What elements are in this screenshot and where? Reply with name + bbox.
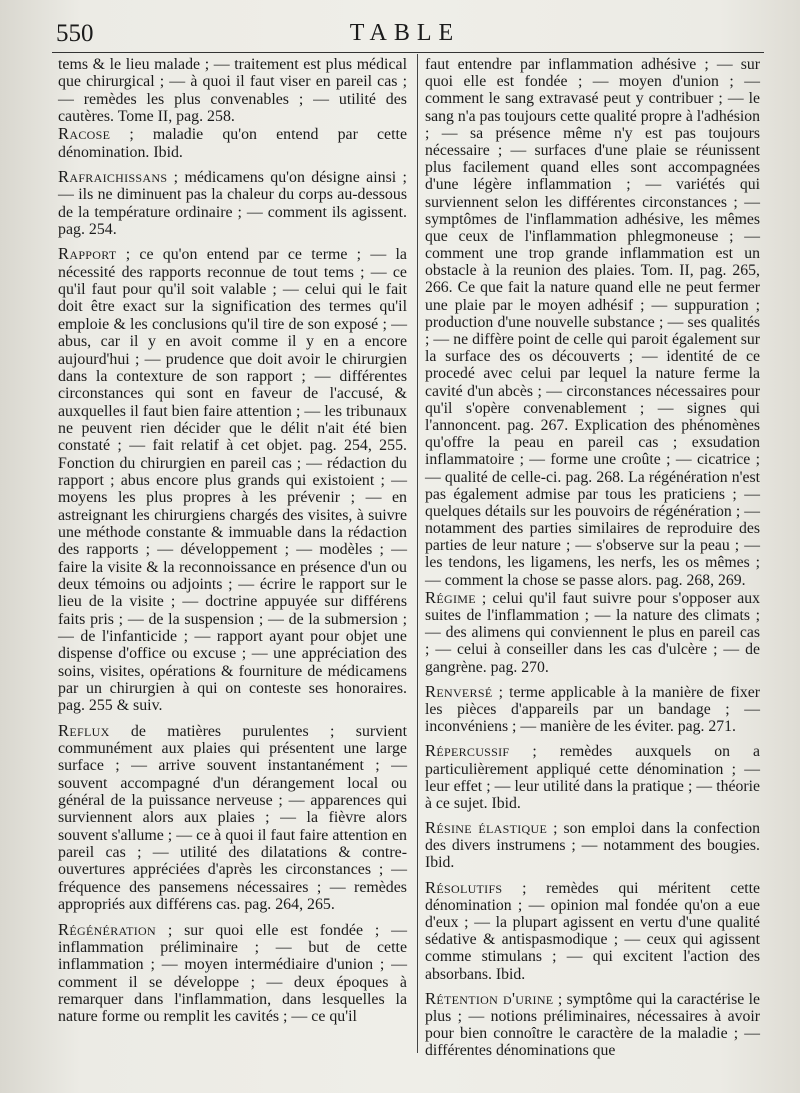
entry-text: ; sur quoi elle est fondée ; — inflammation préliminaire ; — but de cette inflammation ; — moyen intermédiaire d'union ; — comment il se développe ; — deux époques à remarquer dans l'inflammation, dans lesquelles la nature forme ou remplit les cavités ; — ce qu'il	[58, 921, 407, 1026]
right-column	[425, 56, 760, 1060]
index-entry	[58, 125, 407, 161]
entry-headword: Répercussif	[425, 741, 510, 761]
entry-headword: Rétention d'urine	[425, 988, 554, 1008]
index-entry	[425, 589, 760, 676]
entry-text: ; ce qu'on entend par ce terme ; — la nécessité des rapports reconnue de tout tems ; — ce qu'il faut pour qu'il soit valable ; — celui qui le fait doit être exact sur la signification des termes qu'il emploie & les conclusions qu'il tire de son exposé ; — abus, car il y en avoit comme il y en a encore aujourd'hui ; — prudence que doit avoir le chirurgien dans la contexture de son rapport ; — différentes circonstances qui sont en faveur de l'accusé, & auxquelles il faut bien faire attention ; — les tribunaux ne peuvent rien décider que le délit n'ait été bien constaté ; — fait relatif à cet objet. pag. 254, 255. Fonction du chirurgien en pareil cas ; — rédaction du rapport ; abus encore plus grands qui existoient ; — moyens les plus propres à les prévenir ; — en astreignant les chirurgiens chargés des visites, à suivre une méthode constante & immuable dans la rédaction des rapports ; — développement ; — modèles ; — faire la visite & la reconnoissance en présence d'un ou deux témoins ou adjoints ; — écrire le rapport sur le lieu de la visite ; — doctrine appuyée sur différens faits pris ; — de la suspension ; — de la submersion ; — de l'infanticide ; — rapport ayant pour objet une dispense d'office ou excuse ; — une appréciation des soins, visites, opérations & fourniture de médicamens par un chirurgien à qui on conteste ses honoraires. pag. 255 & suiv.	[58, 246, 407, 715]
page-header	[50, 18, 760, 54]
column-divider	[417, 54, 418, 1053]
page-number: 550	[56, 20, 94, 47]
entry-headword: Renversé	[425, 681, 493, 701]
continued-entry-text: faut entendre par inflammation adhésive ; — sur quoi elle est fondée ; — moyen d'union ; — comment le sang extravasé peut y contribuer ; — le sang n'a pas toujours cette qualité propre à l'adhésion ; — sa présence même n'y est pas toujours nécessaire ; — surfaces d'une plaie se réunissent plus facilement quand elles sont accompagnées d'une légère inflammation ; — variétés qui surviennent selon les différentes circonstances ; — symptômes de l'inflammation adhésive, les mêmes que ceux de l'inflammation phlegmoneuse ; — comment une trop grande inflammation est un obstacle à la reunion des plaies. Tom. II, pag. 265, 266. Ce que fait la nature quand elle ne peut fermer une plaie par le moyen adhésif ; — suppuration ; production d'une nouvelle substance ; — ses qualités ; — ne diffère point de celle qui paroit également sur la surface des os découverts ; — identité de ce procedé avec celui par lequel la nature ferme la cavité d'un abcès ; — circonstances nécessaires pour qu'il s'opère convenablement ; — signes qui l'annoncent. pag. 267. Explication des phénomènes qu'offre la peau en pareil cas ; exsudation inflammatoire ; — forme une croûte ; — cicatrice ; — qualité de celle-ci. pag. 268. La régénération n'est pas également admise par tous les praticiens ; — quelques détails sur les pouvoirs de régénération ; — notamment des parties similaires de reproduire des parties de leur nature ; — s'observe sur la peau ; — les tendons, les ligamens, les nerfs, les os mêmes ; — comment la chose se passe alors. pag. 268, 269.	[425, 56, 760, 589]
index-entry	[58, 245, 407, 714]
index-entry	[425, 683, 760, 736]
entry-headword: Régime	[425, 587, 476, 607]
entry-text: ; remèdes qui méritent cette dénomination ; — opinion mal fondée qu'on a eue d'eux ; — la plupart agissent en vertu d'une qualité sédative & antispasmodique ; — ceux qui agissent comme stimulans ; — qui excitent l'action des absorbans. Ibid.	[425, 879, 760, 983]
entry-text: ; terme applicable à la manière de fixer les pièces d'appareils par un bandage ; — inconvéniens ; — manière de les éviter. pag. 271.	[425, 683, 761, 736]
entry-text: ; symptôme qui la caractérise le plus ; — notions préliminaires, nécessaires à avoir pour bien connoître le caractère de la maladie ; — différentes dénominations que	[425, 990, 761, 1060]
index-entry	[425, 742, 760, 812]
entry-text: ; celui qu'il faut suivre pour s'opposer aux suites de l'inflammation ; — la nature des climats ; — des alimens qui conviennent le plus en pareil cas ; — celui à conseiller dans les cas d'ulcère ; — de gangrène. pag. 270.	[425, 589, 760, 676]
entry-headword: Rapport	[58, 244, 117, 264]
entry-text: ; remèdes auxquels on a particulièrement appliqué cette dénomination ; — leur effet ; — leur utilité dans la pratique ; — théorie à ce sujet. Ibid.	[425, 743, 761, 812]
entry-headword: Régénération	[58, 919, 156, 939]
entry-headword: Résolutifs	[425, 877, 503, 897]
running-title: TABLE	[349, 20, 461, 46]
index-entry	[58, 921, 407, 1026]
entry-text: ; maladie qu'on entend par cette dénomination. Ibid.	[58, 126, 407, 161]
entry-headword: Racose	[58, 124, 111, 144]
continued-entry-text: tems & le lieu malade ; — traitement est plus médical que chirurgical ; — à quoi il faut viser en pareil cas ; — remèdes les plus convenables ; — utilité des cautères. Tome II, pag. 258.	[58, 56, 407, 126]
entry-headword: Reflux	[58, 720, 110, 740]
entry-text: ; médicamens qu'on désigne ainsi ; — ils ne diminuent pas la chaleur du corps au-dessous de la température ordinaire ; — comment ils agissent. pag. 254.	[58, 169, 407, 239]
entry-headword: Rafraichissans	[58, 167, 168, 187]
entry-text: ; son emploi dans la confection des divers instrumens ; — notamment des bougies. Ibid.	[425, 820, 760, 872]
index-entry	[425, 990, 760, 1060]
header-rule	[52, 52, 764, 53]
index-entry	[58, 168, 407, 238]
left-column	[58, 56, 407, 1026]
index-entry	[58, 722, 407, 914]
entry-text: de matières purulentes ; survient communément aux plaies qui présentent une large surface ; — arrive souvent instantanément ; — souvent accompagné d'un dérangement local ou général de la puissance nerveuse ; — apparences qui surviennent alors aux plaies ; — la fièvre alors souvent s'allume ; — ce à quoi il faut faire attention en pareil cas ; — utilité des dilatations & contre-ouvertures appréciées d'après les circonstances ; — fréquence des pansemens nécessaires ; — remèdes appropriés aux différens cas. pag. 264, 265.	[58, 722, 407, 914]
index-entry	[425, 879, 760, 983]
index-entry	[425, 819, 760, 872]
entry-headword: Résine élastique	[425, 818, 548, 838]
